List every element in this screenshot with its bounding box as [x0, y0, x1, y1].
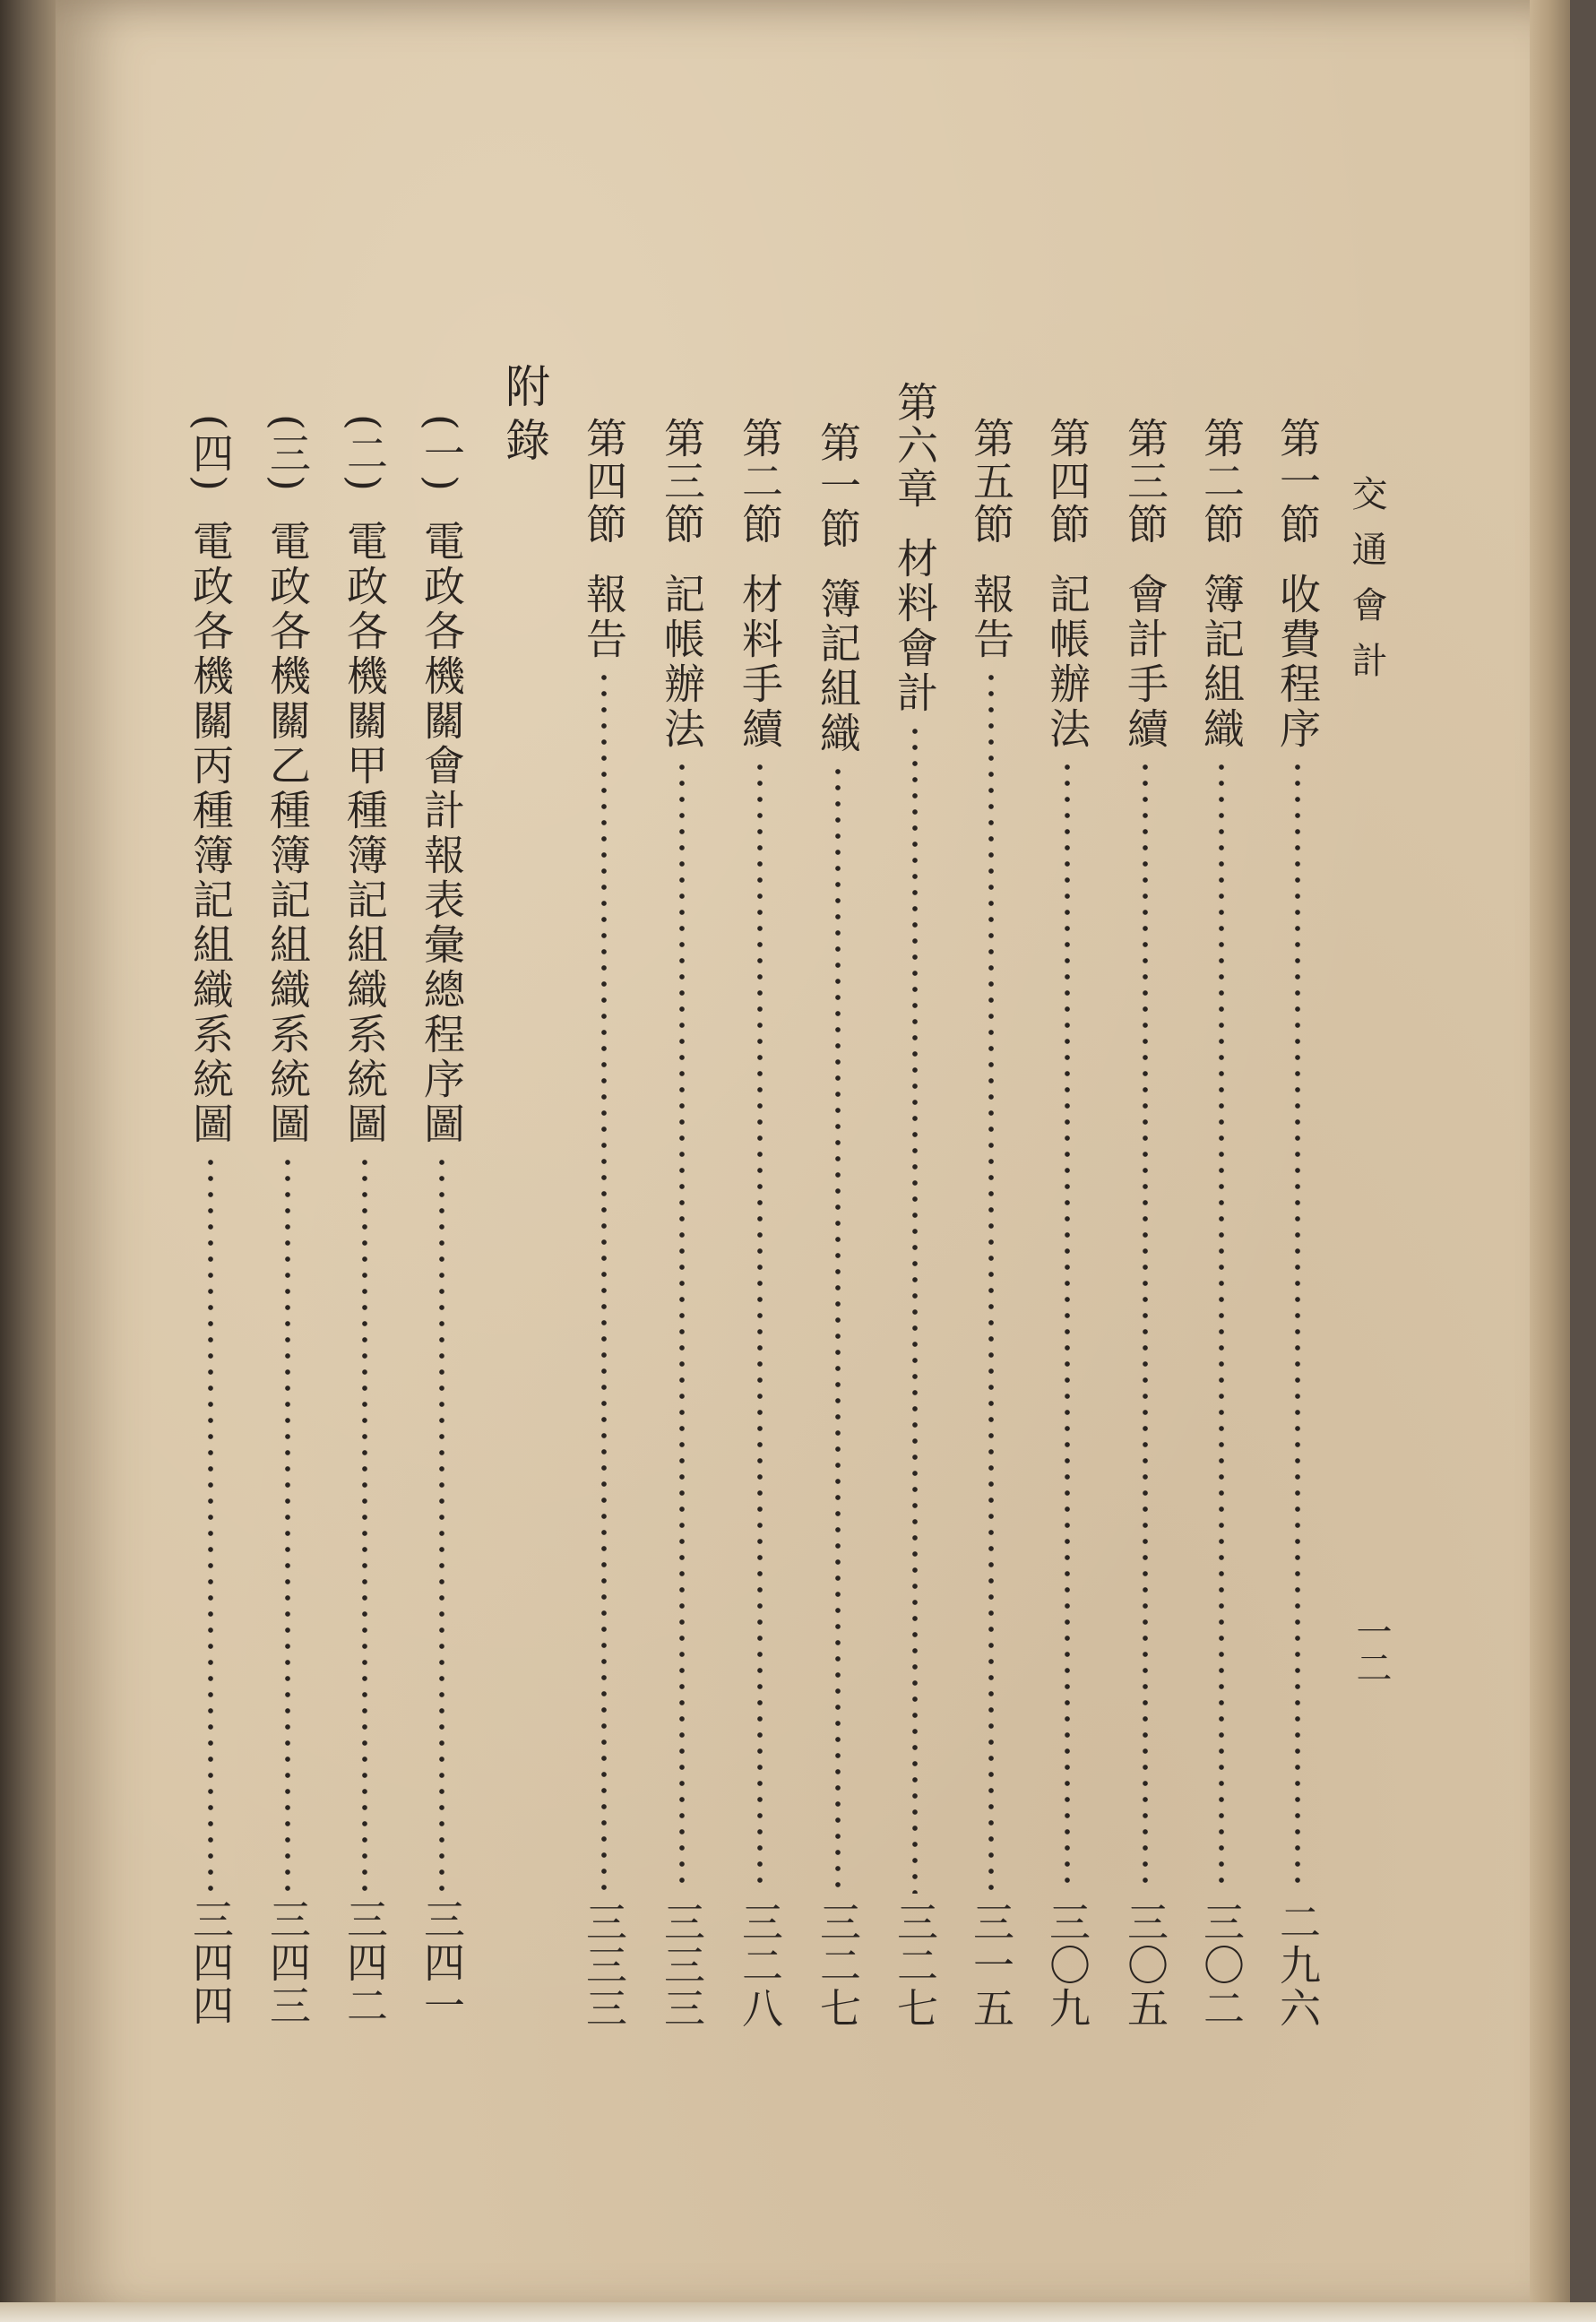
scan-shadow — [0, 0, 63, 2322]
entry-page: 三〇九 — [1043, 1901, 1091, 2030]
item-page: 三四一 — [418, 1898, 466, 2027]
dot-leader — [1142, 759, 1149, 1894]
entry-title: 記帳辦法 — [1043, 573, 1091, 752]
appendix-item[interactable] — [186, 414, 235, 2027]
dot-leader — [438, 1154, 445, 1891]
entry-label: 第五節 — [967, 417, 1015, 546]
entry-label: 第四節 — [580, 417, 628, 546]
appendix-item[interactable] — [418, 414, 466, 2027]
dot-leader — [207, 1154, 214, 1891]
page-edge — [1530, 0, 1570, 2322]
item-number: (一) — [418, 414, 466, 493]
toc-entry[interactable] — [1197, 417, 1246, 2030]
item-page: 三四二 — [341, 1898, 389, 2027]
appendix-item[interactable] — [263, 414, 312, 2027]
entry-label: 第二節 — [1197, 417, 1246, 546]
item-number: (二) — [341, 414, 389, 493]
entry-label: 第三節 — [1121, 417, 1169, 546]
entry-title: 簿記組織 — [1197, 573, 1246, 752]
entry-page: 三三三 — [658, 1901, 706, 2030]
toc-entry[interactable] — [814, 421, 862, 2030]
entry-page: 三二七 — [891, 1901, 939, 2030]
entry-title: 收費程序 — [1273, 573, 1322, 752]
toc-entry[interactable] — [658, 417, 706, 2030]
toc-entry[interactable] — [967, 417, 1015, 2030]
entry-label: 第一節 — [814, 421, 862, 550]
page-number: 一二 — [1350, 1613, 1392, 1685]
item-title: 電政各機關甲種簿記組織系統圖 — [341, 519, 389, 1147]
toc-entry[interactable] — [736, 417, 784, 2030]
entry-label: 第四節 — [1043, 417, 1091, 546]
chapter-label: 第六章 — [891, 381, 939, 510]
entry-title: 材料手續 — [736, 573, 784, 752]
entry-label: 第一節 — [1273, 417, 1322, 546]
toc-entry[interactable] — [1273, 417, 1322, 2030]
entry-label: 第三節 — [658, 417, 706, 546]
entry-page: 三二七 — [814, 1901, 862, 2030]
item-title: 電政各機關乙種簿記組織系統圖 — [263, 519, 312, 1147]
item-number: (四) — [186, 414, 235, 493]
dot-leader — [678, 759, 686, 1894]
dot-leader — [756, 759, 763, 1894]
dot-leader — [1064, 759, 1071, 1894]
running-head: 交通會計 — [1346, 475, 1387, 697]
entry-page: 三二八 — [736, 1901, 784, 2030]
toc-chapter[interactable] — [891, 381, 939, 2030]
entry-page: 三三三 — [580, 1901, 628, 2030]
toc-entry[interactable] — [1121, 417, 1169, 2030]
dot-leader — [834, 764, 841, 1894]
dot-leader — [1218, 759, 1225, 1894]
entry-page: 三〇五 — [1121, 1901, 1169, 2030]
dot-leader — [600, 669, 608, 1894]
entry-page: 三〇二 — [1197, 1901, 1246, 2030]
item-page: 三四四 — [186, 1898, 235, 2027]
entry-title: 記帳辦法 — [658, 573, 706, 752]
chapter-title: 材料會計 — [891, 537, 939, 716]
entry-title: 報告 — [967, 573, 1015, 662]
dot-leader — [284, 1154, 291, 1891]
entry-title: 報告 — [580, 573, 628, 662]
appendix-item[interactable] — [341, 414, 389, 2027]
entry-title: 會計手續 — [1121, 573, 1169, 752]
dot-leader — [988, 669, 995, 1894]
toc-entry[interactable] — [580, 417, 628, 2030]
entry-title: 簿記組織 — [814, 577, 862, 756]
scan-bottom-edge — [0, 2302, 1596, 2322]
appendix-heading: 附錄 — [498, 363, 550, 470]
entry-page: 三一五 — [967, 1901, 1015, 2030]
item-number: (三) — [263, 414, 312, 493]
entry-page: 二九六 — [1273, 1901, 1322, 2030]
item-title: 電政各機關丙種簿記組織系統圖 — [186, 519, 235, 1147]
dot-leader — [1294, 759, 1301, 1894]
dot-leader — [361, 1154, 368, 1891]
item-page: 三四三 — [263, 1898, 312, 2027]
toc-entry[interactable] — [1043, 417, 1091, 2030]
item-title: 電政各機關會計報表彙總程序圖 — [418, 519, 466, 1147]
entry-label: 第二節 — [736, 417, 784, 546]
dot-leader — [911, 723, 919, 1894]
